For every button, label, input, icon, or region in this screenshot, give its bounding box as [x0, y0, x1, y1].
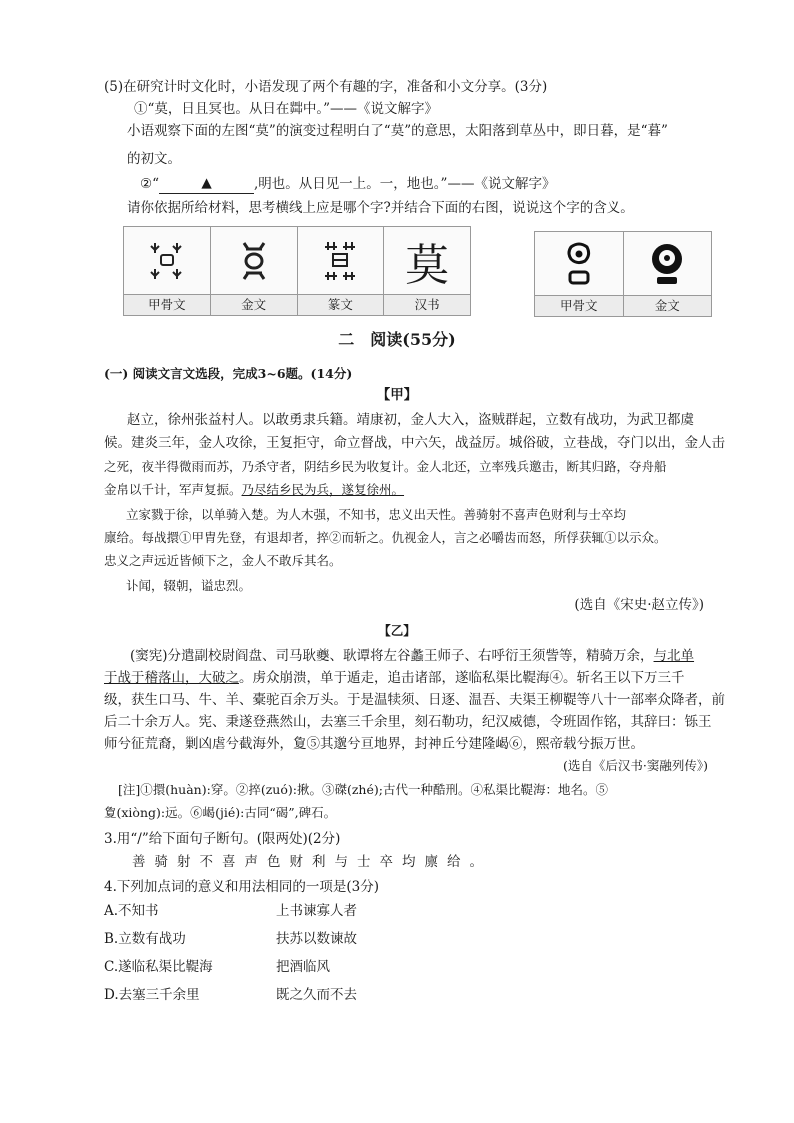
jia-line-4	[104, 480, 404, 500]
yi-line-4: 后二十余万人。宪、秉遂登燕然山，去塞三千余里，刻石勒功，纪汉威德，令班固作铭，其辞曰：铄王	[104, 714, 712, 730]
q4-option-c[interactable]	[104, 957, 213, 977]
yi-source-row	[104, 756, 708, 776]
bronze-glyph	[211, 227, 297, 294]
q4-option-b[interactable]	[104, 929, 186, 949]
yi-line-5: 师兮征荒裔，剿凶虐兮截海外，夐⑤其邈兮亘地界，封神丘兮建隆嵑⑥，熙帝载兮振万世。	[104, 736, 644, 752]
jia-para2-line-2: 廪给。每战擐①甲胄先登，有退却者，捽②而斩之。仇视金人，言之必嚼齿而怒，所俘获辄①以示众。	[104, 530, 667, 545]
q5-item2-suffix: ,明也。从日见一上。一，地也。”——《说文解字》	[254, 176, 556, 192]
jia-para2-line-3: 忠义之声远近皆倾下之，金人不敢斥其名。	[104, 553, 342, 568]
q5-item2	[140, 174, 555, 195]
clerical-cell	[384, 227, 470, 315]
yi-underlined-end: 于战于稽落山，大破之	[104, 670, 239, 686]
jia-line-3: 之死，夜半得微雨而苏，乃杀守者，阴结乡民为收复计。金人北还，立率残兵邀击，断其归路，夺舟船	[104, 459, 667, 474]
jia-para3: 讣闻，辍朝，谥忠烈。	[126, 578, 252, 593]
q4-option-c-right: 把酒临风	[276, 959, 330, 975]
q4-option-a-left: A.不知书	[104, 903, 159, 919]
right-bronze-cell	[624, 232, 712, 316]
q5-explain-line2: 的初文。	[127, 151, 181, 167]
q3-sentence[interactable]: 善骑射不喜声色财利与士卒均廪给。	[132, 854, 492, 870]
passage-jia-label: 【甲】	[376, 387, 418, 403]
seal-cell	[298, 227, 385, 315]
q3-prompt: 3.用“/”给下面句子断句。(限两处)(2分)	[104, 831, 341, 847]
q4-option-c-left: C.遂临私渠比鞮海	[104, 959, 213, 975]
q4-option-b-right: 扶苏以数谏故	[276, 931, 357, 947]
oracle-bone-glyph	[124, 227, 210, 294]
q4-option-a-right: 上书谏寡人者	[276, 903, 357, 919]
passage-yi-label: 【乙】	[378, 623, 416, 638]
yi-line-1-a: (窦宪)分遣副校尉阎盘、司马耿夔、耿谭将左谷蠡王师子、右呼衍王须訾等，精骑万余，	[130, 648, 654, 664]
q4-option-a[interactable]	[104, 901, 159, 921]
right-bronze-label: 金文	[624, 295, 712, 316]
jia-source: (选自《宋史·赵立传》)	[574, 597, 704, 613]
answer-blank[interactable]: ▲	[159, 173, 254, 194]
q4-prompt: 4.下列加点词的意义和用法相同的一项是(3分)	[104, 879, 380, 895]
passage-jia-marker	[0, 385, 794, 405]
q5-item2-prefix: ②“	[140, 176, 160, 192]
jia-line-4-a: 金帛以千计，军声复振。	[104, 482, 242, 497]
clerical-glyph	[384, 227, 470, 294]
clerical-glyph-char: 莫	[405, 239, 450, 291]
q5-prompt: 请你依据所给材料，思考横线上应是哪个字?并结合下面的右图，说说这个字的含义。	[127, 200, 634, 216]
right-oracle-glyph	[535, 232, 623, 295]
q5-explain-line1: 小语观察下面的左图“莫”的演变过程明白了“莫”的意思，太阳落到草丛中，即日暮，是“暮”	[127, 123, 668, 139]
q4-option-d-right: 既之久而不去	[276, 987, 357, 1003]
oracle-bone-label: 甲骨文	[124, 294, 210, 315]
yi-source: (选自《后汉书·窦融列传》)	[563, 758, 708, 773]
jia-para2-line-1: 立家戮于徐，以单骑入楚。为人木强，不知书，忠义出天性。善骑射不喜声色财利与士卒均	[126, 507, 627, 522]
oracle-bone-cell	[124, 227, 211, 315]
yi-line-3: 级，获生口马、牛、羊、橐驼百余万头。于是温犊须、日逐、温吾、夫渠王柳鞮等八十一部率众降者，前	[104, 692, 725, 708]
bronze-label: 金文	[211, 294, 297, 315]
section-heading-text: 二 阅读(55分)	[338, 330, 456, 349]
q4-option-d-left: D.去塞三千余里	[104, 987, 200, 1003]
mo-evolution-figure	[123, 226, 471, 316]
section-heading	[0, 330, 794, 350]
seal-label: 篆文	[298, 294, 384, 315]
notes-line-1: [注]①擐(huàn):穿。②捽(zuó):揪。③磔(zhé);古代一种酷刑。④私渠比鞮海：地名。⑤	[118, 782, 608, 797]
right-oracle-cell	[535, 232, 624, 316]
jia-line-2: 候。建炎三年，金人攻徐，王复拒守，命立督战，中六矢，战益厉。城俗破，立巷战，夺门以出，金人击	[104, 435, 725, 451]
right-bronze-glyph	[624, 232, 712, 295]
jia-source-row	[104, 595, 704, 615]
seal-glyph	[298, 227, 384, 294]
jia-line-1: 赵立，徐州张益村人。以敢勇隶兵籍。靖康初，金人大入，盗贼群起，立数有战功，为武卫都虞	[127, 412, 694, 428]
yi-underlined-start: 与北单	[653, 648, 695, 664]
q4-option-d[interactable]	[104, 985, 200, 1005]
right-oracle-label: 甲骨文	[535, 295, 623, 316]
q5-intro: (5)在研究计时文化时，小语发现了两个有趣的字，准备和小文分享。(3分)	[104, 79, 548, 95]
passage-yi-marker	[0, 621, 794, 641]
q4-option-b-left: B.立数有战功	[104, 931, 186, 947]
yi-line-1	[130, 646, 694, 666]
bronze-cell	[211, 227, 298, 315]
yi-line-2	[104, 668, 685, 688]
section-subheading: (一) 阅读文言文选段，完成3~6题。(14分)	[104, 366, 353, 381]
dan-evolution-figure	[534, 231, 712, 317]
jia-underlined-sentence: 乃尽结乡民为兵，遂复徐州。	[241, 482, 405, 497]
clerical-label: 汉书	[384, 294, 470, 315]
q5-item1: ①“莫，日且冥也。从日在茻中。”——《说文解字》	[134, 101, 439, 117]
yi-line-2-b: 。虏众崩溃，单于遁走，追击诸部，遂临私渠比鞮海④。斩名王以下万三千	[239, 670, 685, 686]
notes-line-2: 夐(xiòng):远。⑥嵑(jié):古同“碣”,碑石。	[104, 805, 337, 820]
